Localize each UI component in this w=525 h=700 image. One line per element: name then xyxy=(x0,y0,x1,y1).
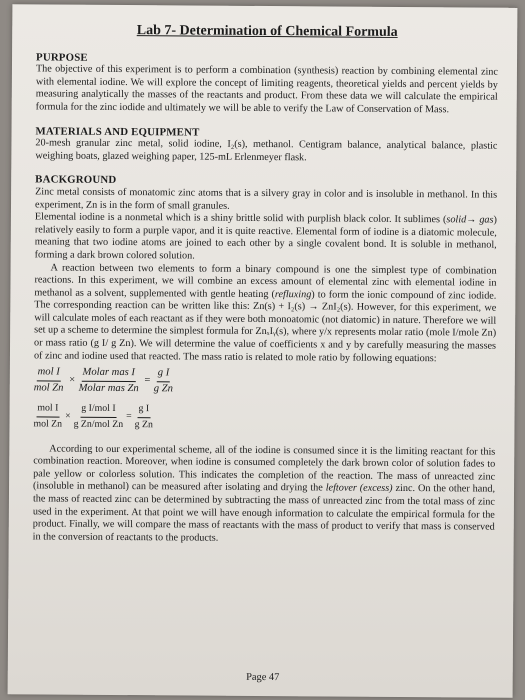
numerator: Molar mas I xyxy=(82,367,136,382)
denominator: g Zn xyxy=(153,383,174,395)
background-paragraph-reaction xyxy=(34,262,497,366)
numerator: g I xyxy=(157,368,171,383)
background-heading: BACKGROUND xyxy=(35,173,117,187)
denominator: g Zn xyxy=(134,419,153,431)
numerator: g I xyxy=(137,404,150,419)
background-paragraph-scheme xyxy=(33,443,496,547)
page-number: Page 47 xyxy=(246,671,280,684)
fraction-mole-ratio xyxy=(33,403,62,431)
materials-text: 20-mesh granular zinc metal, solid iodine, I₂(s), methanol. Centigram balance, analytical balance, plastic weighing boats, glazed weighing paper, 125-mL Erlenmeyer flask. xyxy=(35,137,498,164)
leftover-phrase: leftover (excess) xyxy=(325,482,393,495)
purpose-section xyxy=(36,51,498,117)
page-content xyxy=(32,23,499,684)
scheme-text-part2: zinc. On the other hand, the mass of reacted zinc can be determined by subtracting the mass of unreacted zinc from the total mass of zinc used in the experiment. At that point we will have enough information to calculate the empirical formula for the product. Finally, we will compare the mass of reactants with the mass of product to verify that mass is conserved in the conversion of reactants to the products. xyxy=(32,483,496,544)
numerator: g I/mol I xyxy=(80,403,116,418)
scheme-text-part1: According to our experimental scheme, all of the iodine is consumed since it is the limiting reactant for this combination reaction. Moreover, when iodine is consumed completely the dark brown color of solution fades to pale yellow or colorless solution. This indicates the completion of the reaction. The mass of unreacted zinc (insoluble in methanol) can be measured after isolating and drying the xyxy=(33,443,496,494)
denominator: g Zn/mol Zn xyxy=(73,418,124,431)
purpose-text: The objective of this experiment is to perform a combination (synthesis) reaction by combining elemental zinc with elemental iodine. We will explore the concept of limiting reagents, theoretical yields and percent yields by measuring analytically the masses of the reactants and product. From these data we will calculate the empirical formula for the zinc iodide and ultimately we will be able to verify the Law of Conservation of Mass. xyxy=(35,63,498,116)
numerator: mol I xyxy=(36,403,59,418)
background-paragraph-iodine xyxy=(35,212,497,266)
background-section xyxy=(33,174,498,547)
fraction-mass-ratio xyxy=(135,404,153,432)
textbook-page xyxy=(8,4,518,698)
iodine-text-part1: Elemental iodine is a nonmetal which is a shiny brittle solid with purplish black color. It sublimes ( xyxy=(34,211,447,226)
fraction-grams-per-mole xyxy=(74,403,124,432)
reaction-text-part1: A reaction between two elements to form a binary compound is one the simplest type of combination reactions. In this experiment, we will combine an excess amount of elemental zinc with elemental iodine in methanol as a solvent, supplemented with gentle heating ( xyxy=(34,262,497,300)
fraction-molar-mass xyxy=(79,367,139,396)
denominator: Molar mas Zn xyxy=(78,382,139,394)
purpose-heading: PURPOSE xyxy=(36,51,88,64)
equals-operator: = xyxy=(126,411,132,423)
fraction-mole-ratio xyxy=(34,367,64,395)
iodine-text-part2: ) relatively easily to form a purple vapor, and it is quite reactive. Elemental form of iodine is a diatomic molecule, meaning that two iodine atoms are joined to each other by a single covalent bond. It is soluble in methanol, forming a dark brown colored solution. xyxy=(34,214,497,262)
materials-heading: MATERIALS AND EQUIPMENT xyxy=(35,124,200,139)
denominator: mol Zn xyxy=(33,418,63,430)
refluxing-word: refluxing xyxy=(274,288,312,301)
reaction-text-part2: ) to form the ionic compound of zinc iodide. The corresponding reaction can be written like this: Zn(s) + I₂(s) → ZnI₂(s). However, for this experiment, we will calculate moles of each reactant as if they were both monoatomic (not diatomic) in nature. Therefore we will set up a scheme to determine the simplest formula for ZnₓIᵧ(s), where y/x represents molar ratio (mole I/mole Zn) or mass ratio (g I/ g Zn). We will determine the value of coefficients x and y by carefully measuring the masses of zinc and iodine used that reacted. The mass ratio is related to mole ratio by following equations: xyxy=(33,289,497,364)
fraction-mass-ratio xyxy=(154,367,173,395)
background-paragraph-zinc: Zinc metal consists of monatomic zinc atoms that is a silvery gray in color and is insoluble in methanol. In this experiment, Zn is in the form of small granules. xyxy=(34,186,498,212)
times-operator: × xyxy=(65,410,71,422)
page-title: Lab 7- Determination of Chemical Formula xyxy=(136,23,398,40)
denominator: mol Zn xyxy=(33,382,64,394)
numerator: mol I xyxy=(37,367,61,382)
times-operator: × xyxy=(68,374,76,386)
materials-section xyxy=(35,125,497,166)
equals-operator: = xyxy=(143,375,151,387)
sublimation-phrase: solid→ gas xyxy=(446,214,494,226)
equation-molar-mass xyxy=(34,367,496,398)
equation-unit-ratio xyxy=(33,403,495,434)
